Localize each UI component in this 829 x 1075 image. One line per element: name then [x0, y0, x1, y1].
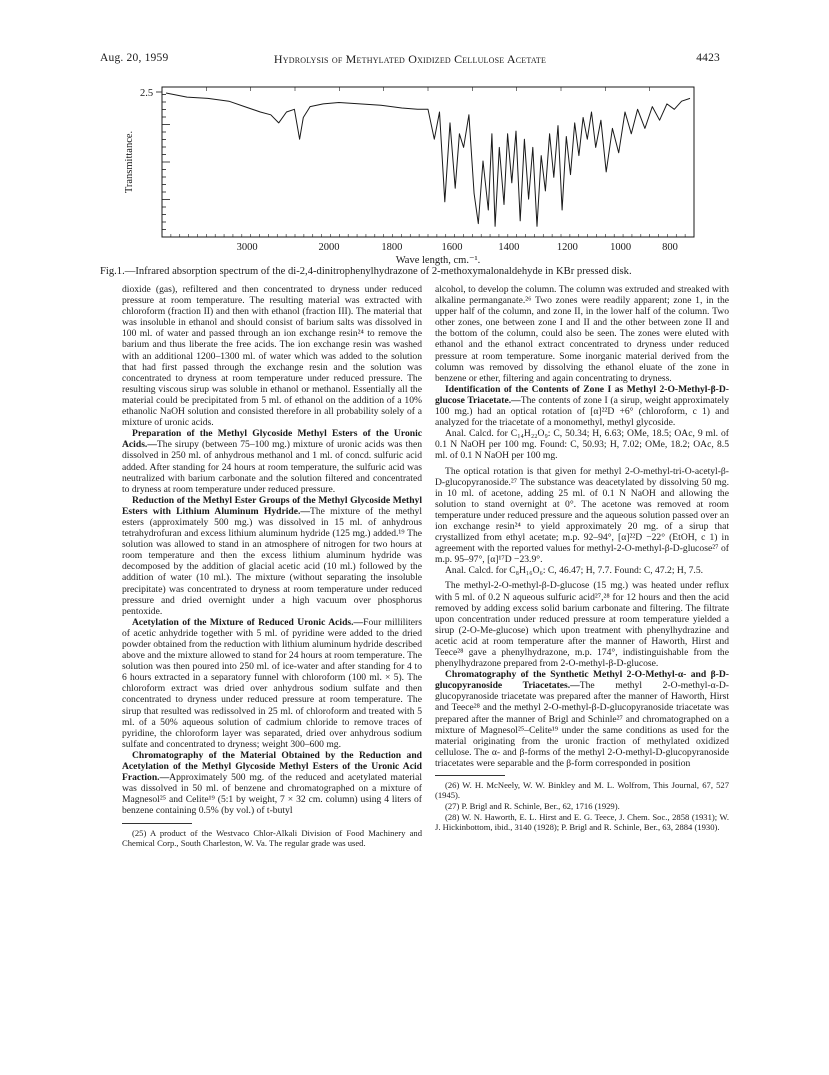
paragraph-text: The methyl 2-O-methyl-α-D-glucopyranoside triacetate was prepared after the manner of Haworth, Hirst and Teece²⁸ and the methyl 2-O-methyl-β-D-glucopyranoside triacetate was prepared after the manner of Brigl and Schinle²⁷ and chromatographed on a mixture of Magnesol²⁵–Celite¹⁹ under the same conditions as used for the material originating from the uronic fraction of methylated oxidized cellulose. The α- and β-forms of the methyl 2-O-methyl-D-glucopyranoside triacetates were separable and the β-form corresponded in position [435, 680, 729, 769]
y-axis-label: Transmittance. [124, 130, 135, 194]
section-heading: Acetylation of the Mixture of Reduced Uronic Acids.— [132, 616, 364, 628]
x-tick-label: 1800 [381, 242, 403, 253]
figure-caption: Fig.1.—Infrared absorption spectrum of the di-2,4-dinitrophenylhydrazone of 2-methoxymalonaldehyde in KBr pressed disk. [100, 266, 632, 277]
left-text-column [122, 284, 422, 849]
paragraph [122, 750, 422, 817]
section-heading: Preparation of the Methyl Glycoside Methyl Esters of the Uronic Acids.— [122, 428, 422, 451]
paragraph [435, 284, 729, 384]
right-text-column [435, 284, 729, 833]
section-heading: Chromatography of the Material Obtained by the Reduction and Acetylation of the Methyl Glycoside Methyl Esters of the Uronic Acid Fraction.— [122, 749, 422, 784]
paragraph [435, 580, 729, 669]
paragraph [435, 565, 729, 576]
x-tick-label: 1200 [556, 242, 578, 253]
section-heading: Identification of the Contents of Zone I as Methyl 2-O-Methyl-β-D-glucose Triacetate.— [435, 383, 729, 406]
x-tick-label: 1000 [610, 242, 632, 253]
paragraph [435, 428, 729, 461]
paragraph-text: The sirupy (between 75–100 mg.) mixture of uronic acids was then dissolved in 250 ml. of anhydrous methanol and 1 ml. of concd. sulfuric acid added. After standing for 24 hours at room temperature, the sulfuric acid was neutralized with barium carbonate and the solution filtered and concentrated to dryness at room temperature under reduced pressure. [122, 439, 422, 495]
x-tick-label: 1400 [498, 242, 520, 253]
paragraph [122, 617, 422, 750]
section-heading: Reduction of the Methyl Ester Groups of the Methyl Glycoside Methyl Esters with Lithium Aluminum Hydride.— [122, 494, 422, 517]
x-tick-label: 800 [662, 242, 678, 253]
chart-labels [124, 88, 678, 266]
section-heading: Chromatography of the Synthetic Methyl 2-O-Methyl-α- and β-D-glucopyranoside Triacetates.— [435, 669, 729, 692]
footnote: (28) W. N. Haworth, E. L. Hirst and E. G. Teece, J. Chem. Soc., 2858 (1931); W. J. Hickinbottom, ibid., 3140 (1928); P. Brigl and R. Schinle, Ber., 63, 2884 (1930). [435, 812, 729, 833]
x-tick-label: 1600 [441, 242, 463, 253]
footnote-rule [122, 823, 192, 824]
header-page-number: 4423 [696, 52, 720, 64]
paragraph [122, 495, 422, 617]
paragraph-text: Anal. Calcd. for C₁₄H₂₂O₉: C, 50.34; H, 6.63; OMe, 18.5; OAc, 9 ml. of 0.1 N NaOH per 100 mg. Found: C, 50.93; H, 7.02; OMe, 18.2; OAc, 8.5 ml. of 0.1 N NaOH per 100 mg. [435, 428, 729, 462]
chart-series [166, 93, 690, 226]
paragraph [435, 466, 729, 566]
paragraph-text: Four milliliters of acetic anhydride together with 5 ml. of pyridine were added to the dried powder obtained from the reduction with lithium aluminum hydride described above and the mixture allowed to stand for 24 hours at room temperature. The solution was then poured into 250 ml. of ice-water and after standing for 4 to 6 hours extracted in a separatory funnel with chloroform (100 ml. × 5). The chloroform extract was dried over anhydrous sodium sulfate and then concentrated to dryness under reduced pressure at room temperature. The sirup that resulted was redissolved in 25 ml. of chloroform and treated with 5 ml. of a 50% aqueous solution of cadmium chloride to remove traces of pyridine, the chloroform layer was separated, dried over anhydrous sodium sulfate and concentrated to dryness; weight 300–600 mg. [122, 616, 422, 750]
paragraph-text: The methyl-2-O-methyl-β-D-glucose (15 mg.) was heated under reflux with 5 ml. of 0.2 N aqueous sulfuric acid²⁷,²⁸ for 12 hours and then the acid removed by adding excess solid barium carbonate and filtering. The filtrate upon concentration under reduced pressure at room temperature yielded a sirup (2-O-Me-glucose) which upon treatment with phenylhydrazine and acetic acid at room temperature after the manner of Haworth, Hirst and Teece²⁸ gave a phenylhydrazone, m.p. 174°, indistinguishable from the phenylhydrazone prepared from 2-O-methyl-β-D-glucose. [435, 580, 729, 670]
paragraph-text: The mixture of the methyl esters (approximately 500 mg.) was dissolved in 15 ml. of anhydrous tetrahydrofuran and excess lithium aluminum hydride (125 mg.) added.¹⁹ The solution was allowed to stand in an atmosphere of nitrogen for two hours at room temperature and then the excess lithium aluminum hydride was decomposed by the addition of glacial acetic acid (10 ml.) followed by the addition of water (10 ml.). The mixture (without separating the insoluble precipitate) was concentrated to dryness at room temperature under reduced pressure and dried overnight under a high vacuum over phosphorus pentoxide. [122, 505, 422, 617]
paragraph-text: alcohol, to develop the column. The column was extruded and streaked with alkaline permanganate.²⁶ Two zones were readily apparent; zone 1, in the upper half of the column, and zone II, in the lower half of the column. Two other zones, one between zone I and II and the other between zone II and the bottom of the column, could also be seen. The zones were eluted with ethanol and the ethanol extract concentrated to dryness under reduced pressure at room temperature. Some inorganic material derived from the column was removed by dissolving the ethanol eluate of the zone in benzene or ether, filtering and again concentrating to dryness. [435, 284, 729, 384]
paragraph-text: The contents of zone I (a sirup, weight approximately 100 mg.) had an optical rotation of [α]²²D +6° (chloroform, c 1) and analyzed for the triacetate of a monomethyl, methyl glycoside. [435, 394, 730, 429]
y-tick-label: 2.5 [140, 88, 154, 99]
footnote: (27) P. Brigl and R. Schinle, Ber., 62, 1716 (1929). [445, 801, 620, 812]
running-header [100, 52, 720, 68]
paragraph [122, 284, 422, 428]
paragraph-text: Anal. Calcd. for C₈H₁₆O₆: C, 46.47; H, 7.7. Found: C, 47.2; H, 7.5. [445, 565, 704, 577]
paragraph-text: The optical rotation is that given for methyl 2-O-methyl-tri-O-acetyl-β-D-glucopyranoside.²⁷ The substance was deacetylated by dissolving 50 mg. in 10 ml. of acetone, adding 25 ml. of 0.1 N NaOH and allowing the solution to stand overnight at 0°. The acetone was removed at room temperature under reduced pressure and the aqueous solution passed over an ion exchange resin²⁴ to yield approximately 20 mg. of a sirup that crystallized from ethyl acetate; m.p. 92–94°, [α]²²D −22° (EtOH, c 1) in agreement with the reported values for methyl-2-O-methyl-β-D-glucose²⁷ of m.p. 95–97°, [α]¹⁷D −23.9°. [435, 465, 729, 566]
paragraph-text: dioxide (gas), refiltered and then concentrated to dryness under reduced pressure at room temperature. The resulting material was extracted with chloroform (fraction II) and then with ethanol (fraction III). The material that was insoluble in ethanol and should consist of barium salts was dissolved in 100 ml. of water and passed through an ion exchange resin²⁴ to remove the barium and thus liberate the free acids. The ion exchange resin was washed with an additional 1200–1300 ml. of water which was added to the solution that had first passed through the exchange resin and the solution was concentrated to dryness at room temperature under reduced pressure. The resulting viscous sirup was soluble in ethanol or methanol. Essentially all the material could be precipitated from 5 ml. of ethanol on the addition of a 10% ethanolic NaOH solution and consisted therefore in all probability solely of a mixture of uronic acids. [122, 284, 422, 429]
paragraph [435, 384, 729, 428]
ir-spectrum-chart [98, 80, 718, 266]
footnote-rule [435, 775, 505, 776]
paragraph-text: Approximately 500 mg. of the reduced and acetylated material was dissolved in 50 ml. of benzene and chromatographed on a mixture of Magnesol²⁵ and Celite¹⁹ (5:1 by weight, 7 × 32 cm. column) using 4 liters of benzene containing 0.5% (by vol.) of t-butyl [122, 772, 422, 817]
header-date: Aug. 20, 1959 [100, 52, 169, 64]
header-running-title: Hydrolysis of Methylated Oxidized Cellulose Acetate [273, 52, 547, 66]
x-tick-label: 2000 [318, 242, 340, 253]
spectrum-trace [166, 93, 690, 226]
x-tick-label: 3000 [236, 242, 258, 253]
x-axis-label: Wave length, cm.⁻¹. [395, 255, 481, 266]
footnote: (25) A product of the Westvaco Chlor-Alkali Division of Food Machinery and Chemical Corp., South Charleston, W. Va. The regular grade was used. [122, 827, 422, 848]
paragraph [435, 669, 729, 769]
paragraph [122, 428, 422, 495]
footnote: (26) W. H. McNeely, W. W. Binkley and M. L. Wolfrom, This Journal, 67, 527 (1945). [435, 780, 729, 801]
